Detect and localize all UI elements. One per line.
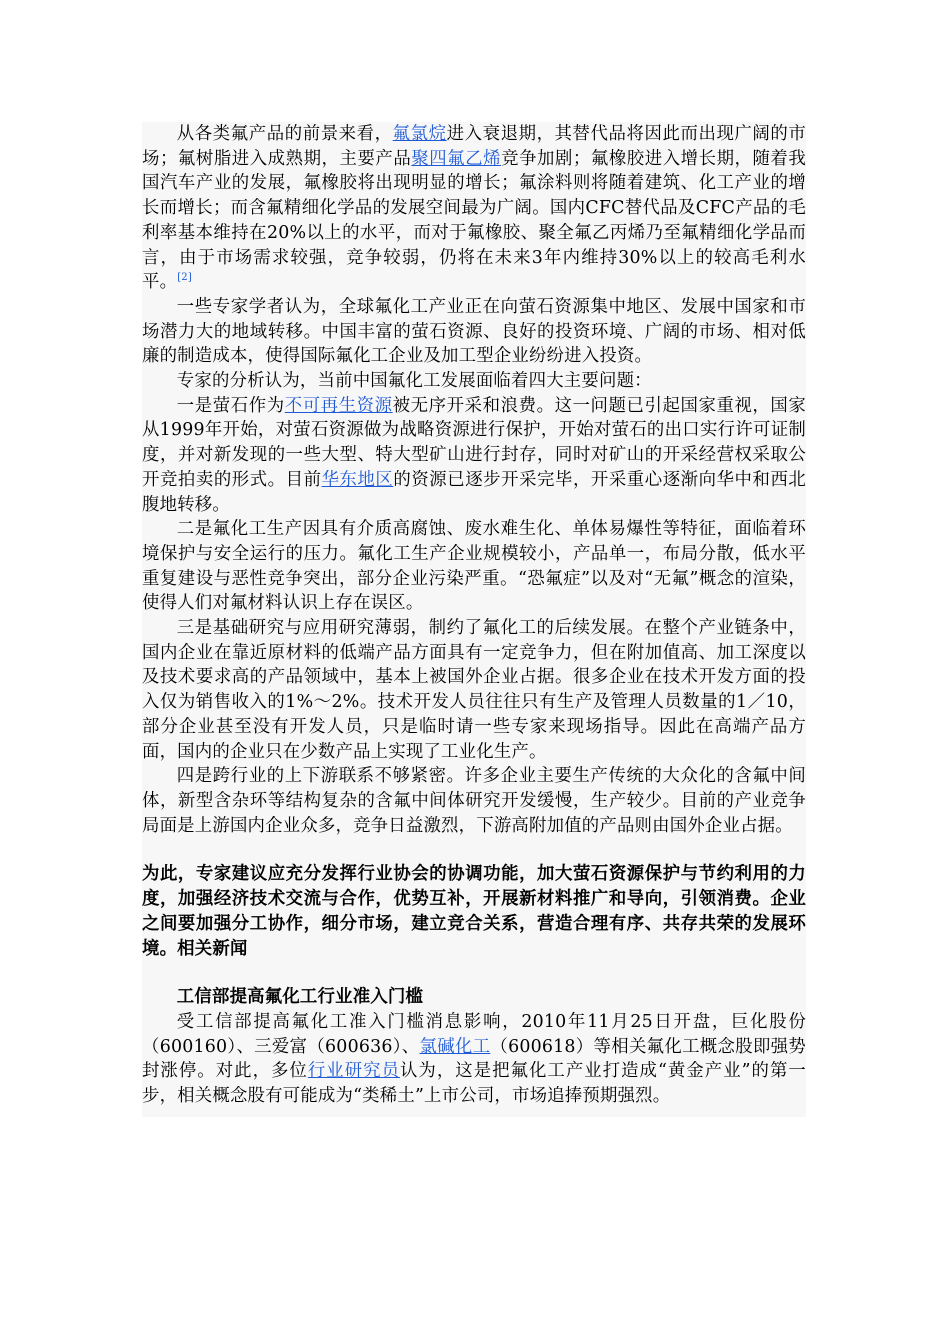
- paragraph-industry-shift: [142, 295, 806, 369]
- text-segment: （600618）等相关氟化工概念股即强势封涨停。对此，多位: [142, 1036, 806, 1082]
- paragraph-issue-two: [142, 517, 806, 616]
- news-title: 工信部提高氟化工行业准入门槛: [176, 987, 424, 1008]
- recommendation-paragraph: 为此，专家建议应充分发挥行业协会的协调功能，加大萤石资源保护与节约利用的力度，加强经济技术交流与合作，优势互补，开展新材料推广和导向，引领消费。企业之间要加强分工协作，细分市场，建立竞合关系，营造合理有序、共存共荣的发展环境。相关新闻: [142, 864, 806, 959]
- paragraph-four-issues-intro: [142, 369, 806, 394]
- inline-link[interactable]: 行业研究员: [307, 1061, 400, 1082]
- text-segment: 专家的分析认为，当前中国氟化工发展面临着四大主要问题：: [176, 371, 652, 392]
- text-segment: 从各类氟产品的前景来看，: [176, 124, 393, 144]
- reference-marker[interactable]: [2]: [177, 272, 192, 284]
- text-segment: 二是氟化工生产因具有介质高腐蚀、废水难生化、单体易爆性等特征，面临着环境保护与安全运行的压力。氟化工生产企业规模较小，产品单一，布局分散，低水平重复建设与恶性竞争突出，部分企业污染严重。“恐氟症”以及对“无氟”概念的渲染，使得人们对氟材料认识上存在误区。: [142, 519, 806, 614]
- inline-link[interactable]: 华东地区: [321, 469, 394, 490]
- text-segment: 竞争加剧；氟橡胶进入增长期，随着我国汽车产业的发展，氟橡胶将出现明显的增长；氟涂料则将随着建筑、化工产业的增长而增长；而含氟精细化学品的发展空间最为广阔。国内CFC替代品及CFC产品的毛利率基本维持在20%以上的水平，而对于氟橡胶、聚全氟乙丙烯乃至氟精细化学品而言，由于市场需求较强，竞争较弱，仍将在未来3年内维持30%以上的较高毛利水平。: [142, 148, 806, 293]
- inline-link[interactable]: 不可再生资源: [284, 395, 393, 416]
- paragraph-issue-three: [142, 616, 806, 764]
- text-segment: 一些专家学者认为，全球氟化工产业正在向萤石资源集中地区、发展中国家和市场潜力大的地域转移。中国丰富的萤石资源、良好的投资环境、广阔的市场、相对低廉的制造成本，使得国际氟化工企业及加工型企业纷纷进入投资。: [142, 296, 806, 367]
- text-segment: 进入衰退期，其替代品将因此而出现广阔的市场；氟树脂进入成熟期，主要产品: [142, 124, 806, 169]
- paragraph-issue-four: [142, 764, 806, 838]
- text-segment: 受工信部提高氟化工准入门槛消息影响，2010年11月25日开盘，巨化股份（600160）、三爱富（600636）、: [142, 1011, 806, 1057]
- news-paragraph: [142, 1010, 806, 1109]
- text-segment: 被无序开采和浪费。这一问题已引起国家重视，国家从1999年开始，对萤石资源做为战略资源进行保护，开始对萤石的出口实行许可证制度，并对新发现的一些大型、特大型矿山进行封存，同时对矿山的开采经营权采取公开竞拍卖的形式。目前: [142, 395, 807, 490]
- paragraph-prospects: [142, 122, 806, 295]
- text-segment: 的资源已逐步开采完毕，开采重心逐渐向华中和西北腹地转移。: [142, 469, 806, 515]
- inline-link[interactable]: 氟氯烷: [392, 124, 447, 144]
- spacer: [142, 961, 806, 985]
- spacer: [142, 838, 806, 862]
- paragraph-issue-one: [142, 394, 806, 518]
- inline-link[interactable]: 聚四氟乙烯: [411, 148, 502, 169]
- article-body: [142, 122, 806, 838]
- text-segment: 一是萤石作为: [176, 395, 285, 416]
- document-page: [142, 122, 806, 1117]
- inline-link[interactable]: 氯碱化工: [419, 1036, 491, 1057]
- text-segment: 认为，这是把氟化工产业打造成“黄金产业”的第一步，相关概念股有可能成为“类稀土”上市公司，市场追捧预期强烈。: [142, 1061, 806, 1107]
- text-segment: 三是基础研究与应用研究薄弱，制约了氟化工的后续发展。在整个产业链条中，国内企业在靠近原材料的低端产品方面具有一定竞争力，但在附加值高、加工深度以及技术要求高的产品领域中，基本上被国外企业占据。很多企业在技术开发方面的投入仅为销售收入的1%～2%。技术开发人员往往只有生产及管理人员数量的1／10，部分企业甚至没有开发人员，只是临时请一些专家来现场指导。因此在高端产品方面，国内的企业只在少数产品上实现了工业化生产。: [142, 618, 806, 762]
- text-segment: 四是跨行业的上下游联系不够紧密。许多企业主要生产传统的大众化的含氟中间体，新型含杂环等结构复杂的含氟中间体研究开发缓慢，生产较少。目前的产业竞争局面是上游国内企业众多，竞争日益激烈，下游高附加值的产品则由国外企业占据。: [142, 766, 806, 836]
